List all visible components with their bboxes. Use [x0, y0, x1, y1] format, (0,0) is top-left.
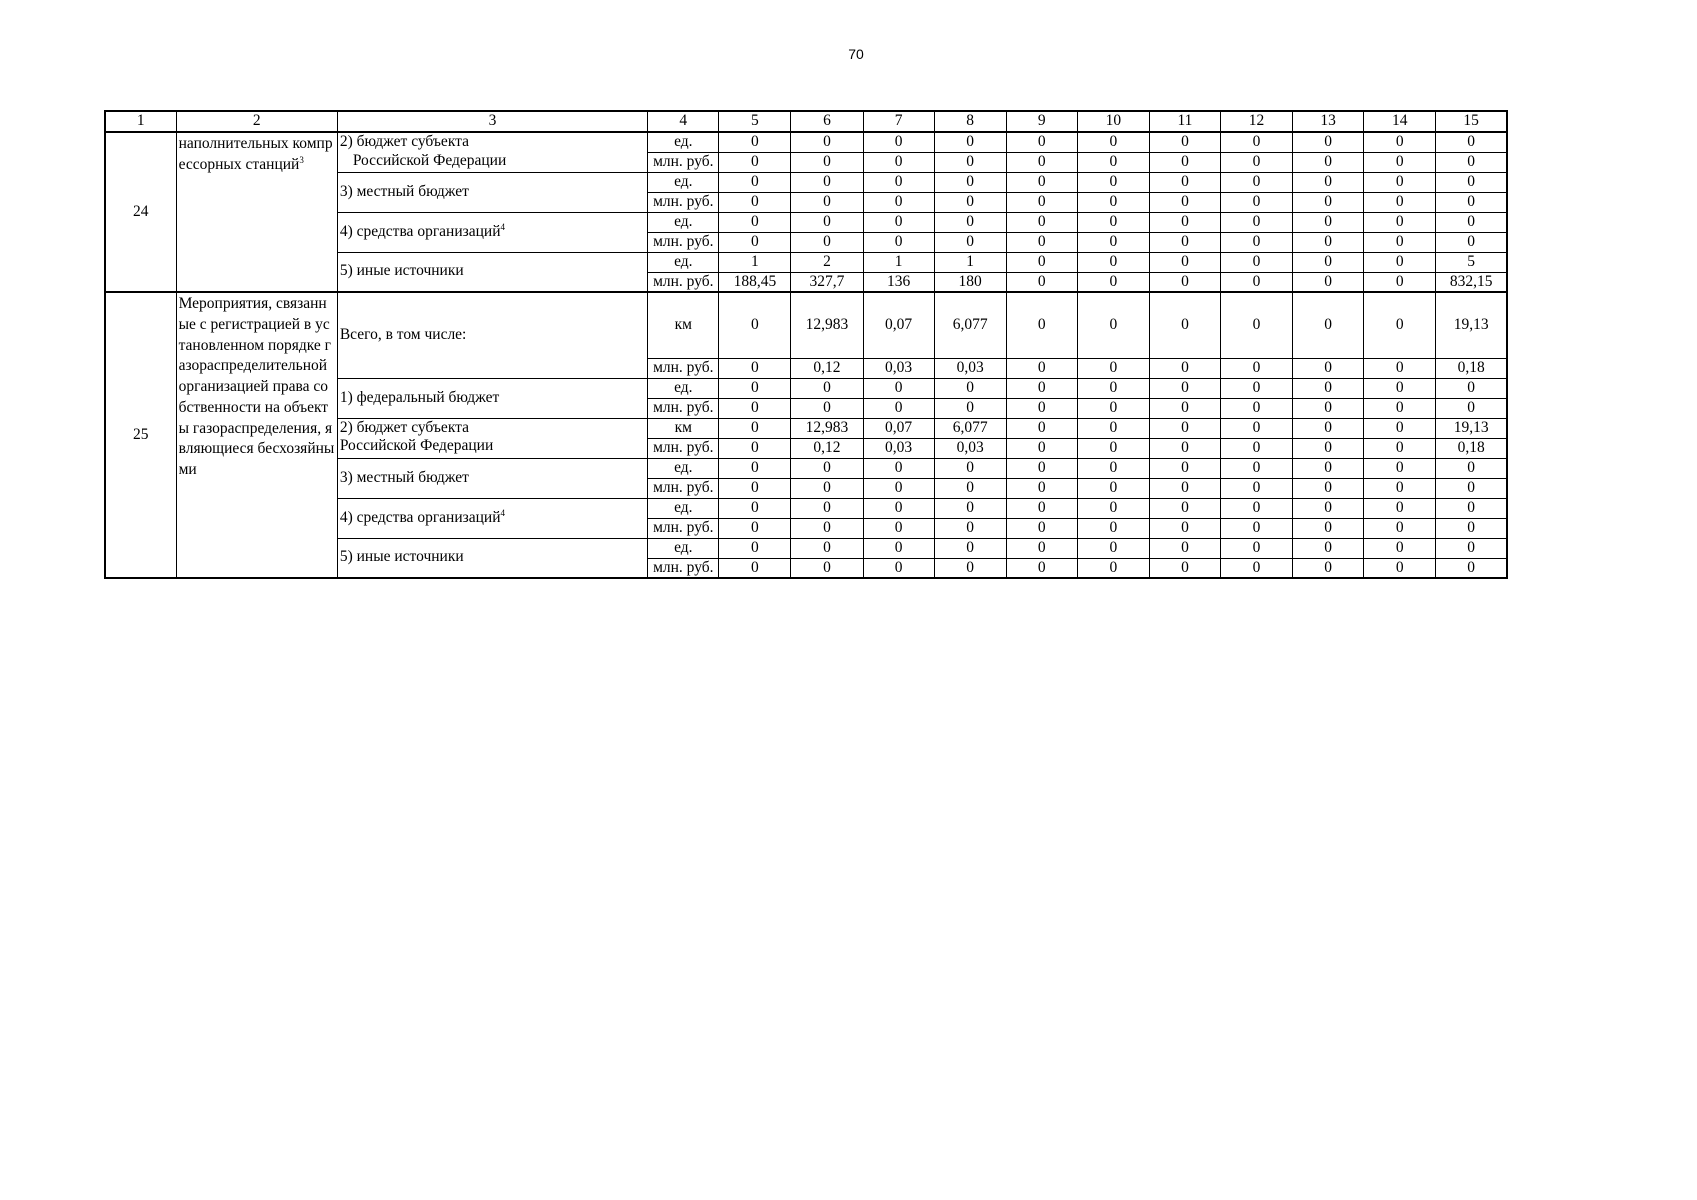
value-cell: 0: [1006, 398, 1077, 418]
value-cell: 0: [1436, 192, 1507, 212]
value-cell: 0: [1436, 132, 1507, 152]
row-number: 25: [105, 292, 176, 578]
funding-source: [337, 418, 647, 458]
value-cell: 0: [791, 132, 863, 152]
value-cell: 0: [1149, 192, 1220, 212]
value-cell: 0: [1077, 152, 1149, 172]
value-cell: 0: [1221, 292, 1293, 358]
value-cell: 0: [1364, 252, 1436, 272]
value-cell: 6,077: [934, 418, 1006, 438]
column-header-12: 12: [1221, 111, 1293, 132]
value-cell: 136: [863, 272, 934, 292]
value-cell: 0: [934, 558, 1006, 578]
value-cell: 0: [1149, 518, 1220, 538]
value-cell: 0,12: [791, 358, 863, 378]
unit-cell: ед.: [648, 498, 719, 518]
value-cell: 0: [1436, 458, 1507, 478]
unit-cell: млн. руб.: [648, 398, 719, 418]
value-cell: 0: [1006, 292, 1077, 358]
value-cell: 2: [791, 252, 863, 272]
value-cell: 0: [1221, 518, 1293, 538]
value-cell: 0: [1293, 292, 1364, 358]
value-cell: 0: [934, 458, 1006, 478]
value-cell: 0: [719, 292, 791, 358]
value-cell: 0: [1364, 358, 1436, 378]
value-cell: 0: [1221, 172, 1293, 192]
value-cell: 0: [1364, 538, 1436, 558]
value-cell: 0: [863, 538, 934, 558]
value-cell: 1: [719, 252, 791, 272]
value-cell: 12,983: [791, 418, 863, 438]
value-cell: 0: [1436, 232, 1507, 252]
value-cell: 0: [1006, 358, 1077, 378]
value-cell: 0: [1006, 518, 1077, 538]
value-cell: 0: [791, 398, 863, 418]
value-cell: 0: [1364, 438, 1436, 458]
value-cell: 0: [934, 172, 1006, 192]
value-cell: 0: [791, 378, 863, 398]
value-cell: 0: [1221, 358, 1293, 378]
value-cell: 0: [1293, 378, 1364, 398]
funding-source-label: 2) бюджет субъекта: [339, 418, 469, 436]
funding-source: [337, 538, 647, 578]
value-cell: 5: [1436, 252, 1507, 272]
value-cell: 0: [1077, 212, 1149, 232]
value-cell: 0: [1149, 232, 1220, 252]
unit-cell: ед.: [648, 538, 719, 558]
value-cell: 0: [1436, 398, 1507, 418]
value-cell: 0: [1077, 192, 1149, 212]
value-cell: 0: [791, 458, 863, 478]
column-header-1: 1: [105, 111, 176, 132]
value-cell: 0: [791, 478, 863, 498]
column-header-3: 3: [337, 111, 647, 132]
value-cell: 0: [1364, 478, 1436, 498]
unit-cell: ед.: [648, 252, 719, 272]
value-cell: 0: [1077, 378, 1149, 398]
value-cell: 0: [1006, 418, 1077, 438]
value-cell: 0: [791, 212, 863, 232]
value-cell: 0: [1293, 458, 1364, 478]
value-cell: 0: [791, 538, 863, 558]
value-cell: 0: [1221, 212, 1293, 232]
value-cell: 0: [1149, 438, 1220, 458]
footnote-mark: 4: [500, 221, 506, 232]
column-header-4: 4: [648, 111, 719, 132]
value-cell: 0: [1006, 438, 1077, 458]
value-cell: 0: [1077, 232, 1149, 252]
value-cell: 0: [1221, 558, 1293, 578]
funding-source: [337, 212, 647, 252]
funding-source-label-cont: Российской Федерации: [352, 151, 507, 169]
value-cell: 0: [1149, 172, 1220, 192]
value-cell: 0: [934, 378, 1006, 398]
value-cell: 0: [1006, 152, 1077, 172]
value-cell: 0: [1436, 558, 1507, 578]
funding-source: [337, 458, 647, 498]
value-cell: 0: [1077, 538, 1149, 558]
value-cell: 0: [1006, 378, 1077, 398]
value-cell: 0: [1293, 172, 1364, 192]
value-cell: 0: [1293, 192, 1364, 212]
value-cell: 0: [1293, 518, 1364, 538]
funding-source: [337, 132, 647, 172]
value-cell: 0: [1364, 272, 1436, 292]
column-header-6: 6: [791, 111, 863, 132]
unit-cell: км: [648, 292, 719, 358]
value-cell: 0: [1006, 172, 1077, 192]
value-cell: 0: [1221, 252, 1293, 272]
value-cell: 0,18: [1436, 358, 1507, 378]
column-header-9: 9: [1006, 111, 1077, 132]
value-cell: 19,13: [1436, 292, 1507, 358]
value-cell: 0: [1293, 538, 1364, 558]
funding-source-label: 3) местный бюджет: [339, 182, 469, 200]
value-cell: 0,03: [863, 358, 934, 378]
value-cell: 0: [1077, 518, 1149, 538]
measure-name-text: наполнительных компрессорных станций: [178, 135, 333, 173]
value-cell: 0: [934, 538, 1006, 558]
footnote-mark: 4: [500, 507, 506, 518]
unit-cell: млн. руб.: [648, 232, 719, 252]
unit-cell: млн. руб.: [648, 438, 719, 458]
value-cell: 0: [934, 232, 1006, 252]
value-cell: 0: [1149, 378, 1220, 398]
value-cell: 1: [863, 252, 934, 272]
value-cell: 0: [934, 212, 1006, 232]
value-cell: 0: [863, 518, 934, 538]
column-header-14: 14: [1364, 111, 1436, 132]
value-cell: 0: [1364, 232, 1436, 252]
value-cell: 0: [1077, 438, 1149, 458]
value-cell: 0: [1293, 558, 1364, 578]
value-cell: 0: [1149, 152, 1220, 172]
value-cell: 0: [1436, 498, 1507, 518]
value-cell: 0: [863, 152, 934, 172]
value-cell: 0: [1077, 292, 1149, 358]
value-cell: 0,18: [1436, 438, 1507, 458]
value-cell: 0: [1149, 478, 1220, 498]
unit-cell: млн. руб.: [648, 478, 719, 498]
value-cell: 0: [1149, 132, 1220, 152]
value-cell: 0: [1364, 192, 1436, 212]
value-cell: 0: [1293, 498, 1364, 518]
funding-source-label: Всего, в том числе:: [339, 325, 467, 343]
value-cell: 0: [1221, 232, 1293, 252]
value-cell: 0: [1293, 152, 1364, 172]
value-cell: 0: [719, 192, 791, 212]
value-cell: 0: [1221, 378, 1293, 398]
value-cell: 327,7: [791, 272, 863, 292]
value-cell: 0: [1293, 232, 1364, 252]
column-header-2: 2: [176, 111, 337, 132]
value-cell: 0: [1364, 292, 1436, 358]
value-cell: 0: [791, 232, 863, 252]
value-cell: 0: [791, 152, 863, 172]
value-cell: 0: [791, 498, 863, 518]
value-cell: 0,07: [863, 418, 934, 438]
value-cell: 0: [719, 398, 791, 418]
measure-name: [176, 132, 337, 292]
value-cell: 0: [791, 518, 863, 538]
value-cell: 0: [934, 192, 1006, 212]
value-cell: 0: [1293, 418, 1364, 438]
value-cell: 0: [863, 558, 934, 578]
value-cell: 0: [1006, 538, 1077, 558]
value-cell: 0: [1149, 538, 1220, 558]
value-cell: 0,03: [934, 438, 1006, 458]
page-number: 70: [848, 46, 864, 62]
value-cell: 0: [1364, 398, 1436, 418]
value-cell: 0: [791, 192, 863, 212]
value-cell: 0: [719, 558, 791, 578]
value-cell: 0: [719, 172, 791, 192]
value-cell: 0: [1149, 458, 1220, 478]
value-cell: 0: [1006, 252, 1077, 272]
value-cell: 0: [863, 498, 934, 518]
value-cell: 0: [719, 232, 791, 252]
unit-cell: млн. руб.: [648, 358, 719, 378]
value-cell: 0: [719, 438, 791, 458]
funding-source: [337, 292, 647, 378]
value-cell: 0: [863, 458, 934, 478]
value-cell: 0: [863, 398, 934, 418]
value-cell: 0: [1006, 498, 1077, 518]
funding-source-label: 5) иные источники: [339, 548, 464, 566]
value-cell: 0,07: [863, 292, 934, 358]
column-header-15: 15: [1436, 111, 1507, 132]
funding-source-label: 5) иные источники: [339, 262, 464, 280]
column-header-8: 8: [934, 111, 1006, 132]
value-cell: 0: [1149, 418, 1220, 438]
value-cell: 832,15: [1436, 272, 1507, 292]
value-cell: 0,12: [791, 438, 863, 458]
value-cell: 0: [1293, 272, 1364, 292]
value-cell: 0: [1364, 558, 1436, 578]
value-cell: 0,03: [863, 438, 934, 458]
value-cell: 0: [719, 498, 791, 518]
value-cell: 0: [1436, 478, 1507, 498]
unit-cell: ед.: [648, 458, 719, 478]
unit-cell: км: [648, 418, 719, 438]
value-cell: 0: [1077, 398, 1149, 418]
value-cell: 0: [1006, 478, 1077, 498]
funding-source-label: 4) средства организаций: [339, 222, 501, 240]
column-header-10: 10: [1077, 111, 1149, 132]
value-cell: 0: [719, 358, 791, 378]
column-header-7: 7: [863, 111, 934, 132]
value-cell: 0: [934, 498, 1006, 518]
value-cell: 0: [1006, 272, 1077, 292]
value-cell: 0: [719, 538, 791, 558]
column-header-11: 11: [1149, 111, 1220, 132]
measure-name-text: Мероприятия, связанные с регистрацией в установленном порядке газораспределительной организацией права собственности на объекты газораспределения, являющиеся бесхозяйными: [178, 295, 335, 479]
value-cell: 0: [1006, 232, 1077, 252]
program-table: [104, 110, 1508, 579]
value-cell: 0: [1077, 418, 1149, 438]
value-cell: 0: [1149, 558, 1220, 578]
value-cell: 0: [1006, 558, 1077, 578]
value-cell: 0: [1293, 212, 1364, 232]
value-cell: 0: [1364, 212, 1436, 232]
value-cell: 0: [1221, 458, 1293, 478]
value-cell: 0: [1149, 212, 1220, 232]
value-cell: 0: [719, 132, 791, 152]
funding-source: [337, 172, 647, 212]
unit-cell: млн. руб.: [648, 518, 719, 538]
value-cell: 0: [1221, 398, 1293, 418]
value-cell: 0: [1149, 272, 1220, 292]
unit-cell: ед.: [648, 172, 719, 192]
funding-source-label-cont: Российской Федерации: [339, 437, 494, 455]
value-cell: 0: [1006, 192, 1077, 212]
value-cell: 0: [1293, 132, 1364, 152]
value-cell: 0: [1221, 498, 1293, 518]
value-cell: 0: [719, 458, 791, 478]
value-cell: 0: [934, 152, 1006, 172]
value-cell: 0: [719, 152, 791, 172]
value-cell: 0: [863, 172, 934, 192]
unit-cell: млн. руб.: [648, 152, 719, 172]
header-row: [105, 111, 1507, 132]
unit-cell: млн. руб.: [648, 192, 719, 212]
value-cell: 0: [1077, 358, 1149, 378]
table-row: [105, 292, 1507, 358]
value-cell: 0: [1293, 438, 1364, 458]
unit-cell: млн. руб.: [648, 272, 719, 292]
value-cell: 0: [1364, 172, 1436, 192]
funding-source: [337, 252, 647, 292]
value-cell: 0: [1436, 172, 1507, 192]
value-cell: 0: [1077, 172, 1149, 192]
value-cell: 0: [1077, 272, 1149, 292]
value-cell: 0: [863, 378, 934, 398]
value-cell: 0: [1077, 498, 1149, 518]
funding-source-label: 2) бюджет субъекта: [339, 133, 469, 150]
value-cell: 0: [1149, 358, 1220, 378]
value-cell: 0: [719, 518, 791, 538]
value-cell: 0: [1364, 418, 1436, 438]
value-cell: 12,983: [791, 292, 863, 358]
value-cell: 0: [719, 212, 791, 232]
value-cell: 0: [863, 212, 934, 232]
funding-source-label: 3) местный бюджет: [339, 468, 469, 486]
value-cell: 0: [1149, 252, 1220, 272]
value-cell: 0: [791, 172, 863, 192]
unit-cell: ед.: [648, 212, 719, 232]
value-cell: 0: [1364, 132, 1436, 152]
value-cell: 1: [934, 252, 1006, 272]
value-cell: 0: [1149, 292, 1220, 358]
value-cell: 0: [863, 232, 934, 252]
value-cell: 0: [1364, 152, 1436, 172]
value-cell: 0: [1077, 252, 1149, 272]
unit-cell: ед.: [648, 378, 719, 398]
table-row: [105, 132, 1507, 152]
measure-name: [176, 292, 337, 578]
value-cell: 6,077: [934, 292, 1006, 358]
value-cell: 0: [791, 558, 863, 578]
value-cell: 180: [934, 272, 1006, 292]
value-cell: 0: [1221, 438, 1293, 458]
value-cell: 0: [1436, 378, 1507, 398]
value-cell: 0: [934, 518, 1006, 538]
value-cell: 0: [1077, 132, 1149, 152]
value-cell: 0: [1221, 478, 1293, 498]
value-cell: 0: [1006, 212, 1077, 232]
value-cell: 0: [1221, 132, 1293, 152]
value-cell: 0: [863, 478, 934, 498]
value-cell: 0: [934, 478, 1006, 498]
value-cell: 0: [1221, 272, 1293, 292]
unit-cell: ед.: [648, 132, 719, 152]
funding-source-label: 1) федеральный бюджет: [339, 388, 500, 406]
value-cell: 0: [1221, 418, 1293, 438]
value-cell: 0: [1221, 152, 1293, 172]
value-cell: 0: [1364, 498, 1436, 518]
value-cell: 0: [1436, 152, 1507, 172]
row-number: 24: [105, 132, 176, 292]
value-cell: 0: [1077, 458, 1149, 478]
value-cell: 0: [1006, 132, 1077, 152]
funding-source: [337, 498, 647, 538]
value-cell: 0,03: [934, 358, 1006, 378]
unit-cell: млн. руб.: [648, 558, 719, 578]
value-cell: 0: [1293, 358, 1364, 378]
column-header-13: 13: [1293, 111, 1364, 132]
value-cell: 0: [1364, 378, 1436, 398]
value-cell: 0: [719, 478, 791, 498]
value-cell: 188,45: [719, 272, 791, 292]
value-cell: 0: [1221, 192, 1293, 212]
footnote-mark: 3: [299, 154, 304, 165]
value-cell: 0: [1436, 538, 1507, 558]
value-cell: 0: [1149, 498, 1220, 518]
column-header-5: 5: [719, 111, 791, 132]
value-cell: 0: [1364, 518, 1436, 538]
value-cell: 0: [719, 378, 791, 398]
value-cell: 0: [863, 192, 934, 212]
value-cell: 0: [1436, 518, 1507, 538]
value-cell: 0: [719, 418, 791, 438]
value-cell: 0: [1293, 398, 1364, 418]
value-cell: 0: [1293, 478, 1364, 498]
value-cell: 0: [1006, 458, 1077, 478]
value-cell: 19,13: [1436, 418, 1507, 438]
funding-source: [337, 378, 647, 418]
value-cell: 0: [1436, 212, 1507, 232]
value-cell: 0: [863, 132, 934, 152]
value-cell: 0: [1293, 252, 1364, 272]
value-cell: 0: [1077, 478, 1149, 498]
value-cell: 0: [1364, 458, 1436, 478]
value-cell: 0: [934, 132, 1006, 152]
value-cell: 0: [1149, 398, 1220, 418]
value-cell: 0: [1077, 558, 1149, 578]
funding-source-label: 4) средства организаций: [339, 508, 501, 526]
value-cell: 0: [1221, 538, 1293, 558]
value-cell: 0: [934, 398, 1006, 418]
